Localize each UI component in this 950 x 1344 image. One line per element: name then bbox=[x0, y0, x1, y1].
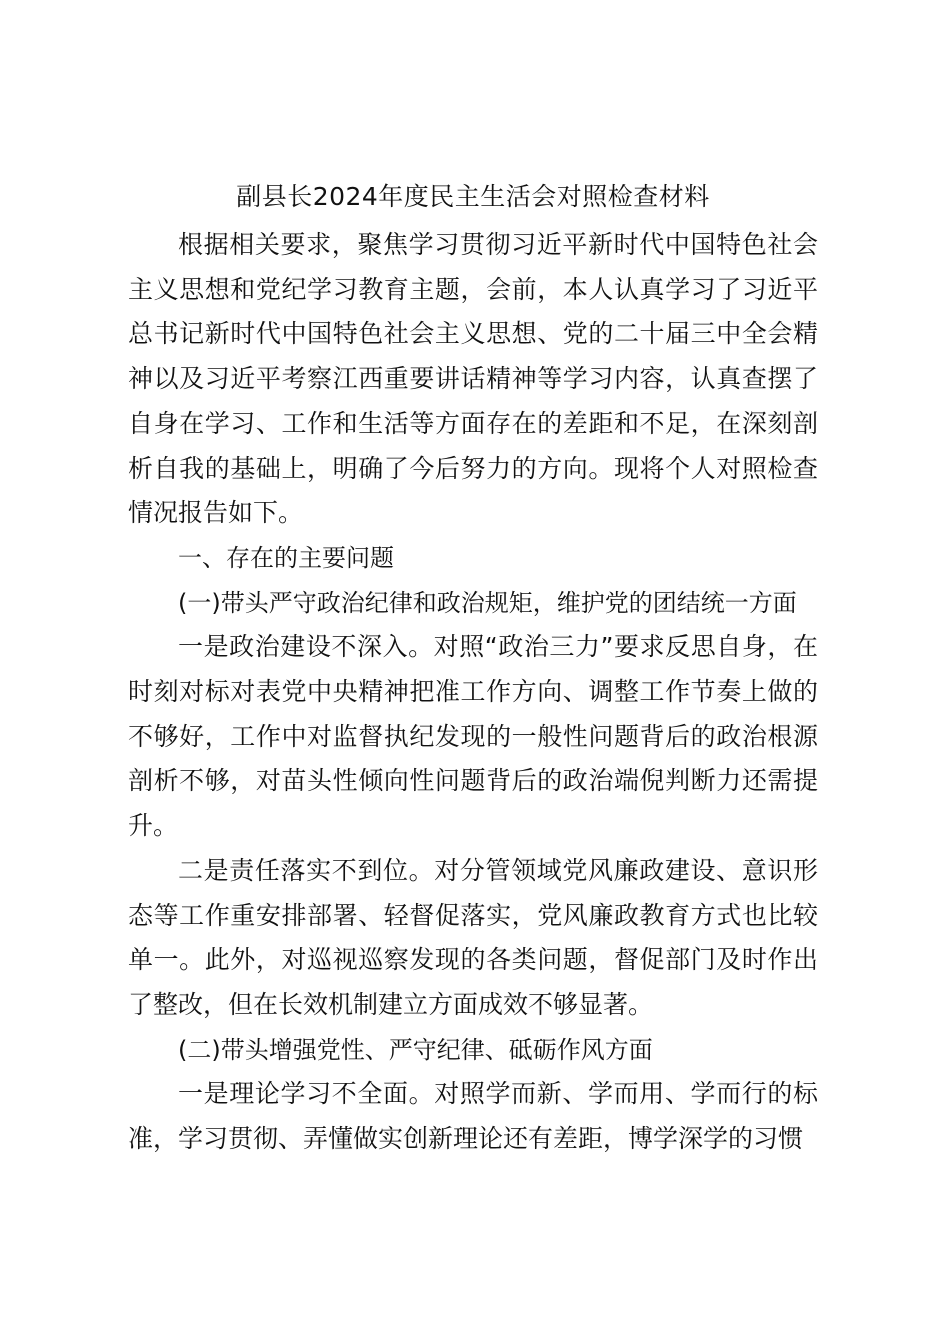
subsection-2-paragraph-1: 一是理论学习不全面。对照学而新、学而用、学而行的标准，学习贯彻、弄懂做实创新理论还有差距，博学深学的习惯 bbox=[128, 1079, 818, 1154]
document-title: 副县长2024年度民主生活会对照检查材料 bbox=[236, 182, 710, 211]
document-page bbox=[128, 171, 818, 1162]
subsection-heading-1: (一)带头严守政治纪律和政治规矩，维护党的团结统一方面 bbox=[178, 588, 797, 617]
subsection-1-paragraph-1: 一是政治建设不深入。对照“政治三力”要求反思自身，在时刻对标对表党中央精神把准工作方向、调整工作节奏上做的不够好，工作中对监督执纪发现的一般性问题背后的政治根源剖析不够，对苗头性倾向性问题背后的政治端倪判断力还需提升。 bbox=[128, 632, 818, 841]
intro-paragraph: 根据相关要求，聚焦学习贯彻习近平新时代中国特色社会主义思想和党纪学习教育主题，会前，本人认真学习了习近平总书记新时代中国特色社会主义思想、党的二十届三中全会精神以及习近平考察江西重要讲话精神等学习内容，认真查摆了自身在学习、工作和生活等方面存在的差距和不足，在深刻剖析自我的基础上，明确了今后努力的方向。现将个人对照检查情况报告如下。 bbox=[128, 230, 818, 528]
subsection-1-paragraph-2: 二是责任落实不到位。对分管领域党风廉政建设、意识形态等工作重安排部署、轻督促落实，党风廉政教育方式也比较单一。此外，对巡视巡察发现的各类问题，督促部门及时作出了整改，但在长效机制建立方面成效不够显著。 bbox=[128, 855, 818, 1019]
subsection-heading-2: (二)带头增强党性、严守纪律、砥砺作风方面 bbox=[178, 1035, 653, 1064]
section-heading-problems: 一、存在的主要问题 bbox=[178, 543, 394, 572]
